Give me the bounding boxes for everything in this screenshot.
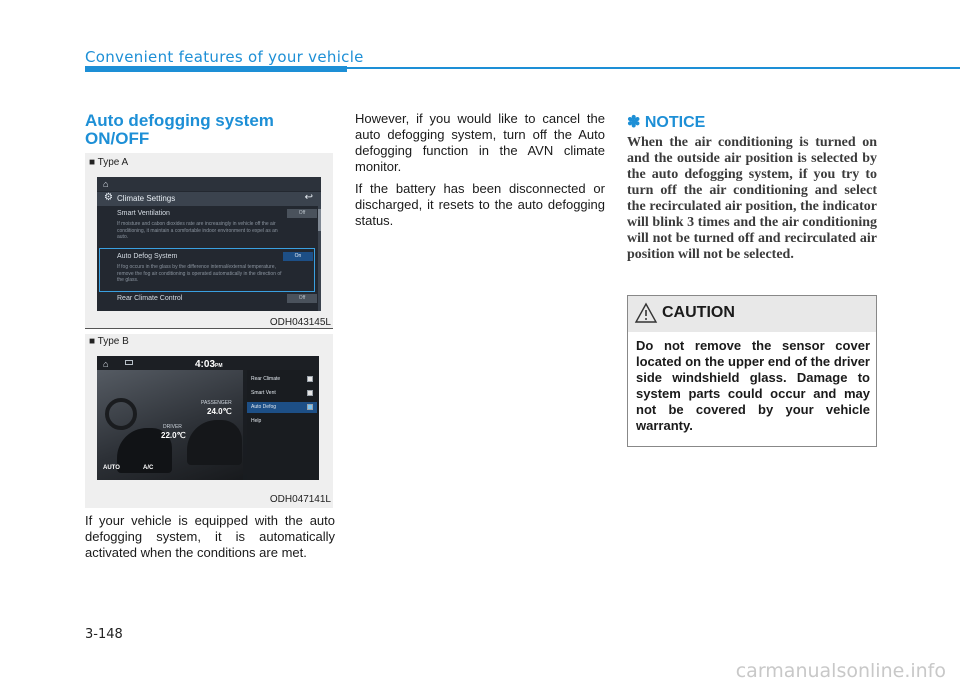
menu-item-smart-vent[interactable] [247,388,317,399]
caution-text: Do not remove the sensor cover located on the upper end of the driver side windshield glass. Damage to system parts could occur and may not be covered by your vehicle warranty. [636,338,870,433]
menu-item-label: Auto Defog [251,404,277,410]
ac-button[interactable]: A/C [143,465,154,471]
auto-button[interactable]: AUTO [103,465,120,471]
climate-menu [243,370,319,480]
figure-type-a [85,153,333,329]
passenger-label: PASSENGER [201,400,232,406]
menu-item-label: Help [251,418,262,424]
checkbox[interactable] [307,376,313,382]
toggle-auto-defog[interactable]: On [283,252,313,261]
row-description: If moisture and cabon dioxides rate are increasingly in vehicle off the air conditioning, it maintain a comfortable indoor environment to expel as an auto. [117,221,278,240]
menu-item-auto-defog[interactable] [247,402,317,413]
column-two [355,111,605,235]
notice-text: When the air conditioning is turned on and the outside air position is selected by the auto defogging system, if you try to turn off the air conditioning and select the recirculated air position, the indicator will blink 3 times and the air conditioning will not be turned off and recirculated air position will not be selected. [627,135,877,262]
scrollbar-thumb[interactable] [318,209,321,231]
body-text: If your vehicle is equipped with the auto defogging system, it is automatically activated when the conditions are met. [85,513,335,560]
steering-wheel [105,398,137,430]
clock-time: 4:03 [195,359,216,370]
gear-icon: ⚙ [104,192,113,203]
caution-title: CAUTION [662,304,735,321]
menu-item-help[interactable] [247,416,317,427]
watermark: carmanualsonline.info [735,660,946,682]
keyboard-icon[interactable] [125,360,133,365]
clock [195,359,223,370]
paragraph: However, if you would like to cancel the auto defogging system, turn off the Auto defogging function in the AVN climate monitor. [355,111,605,174]
section-header: Convenient features of your vehicle [85,48,364,66]
row-description: If fog occurs in the glass by the difference internal/external temperature, remove the fog air conditioning is operated automatically in the direction of the glass. [117,264,282,283]
paragraph: If the battery has been disconnected or discharged, it resets to the auto defogging status. [355,181,605,228]
toggle-rear-climate[interactable]: Off [287,294,317,303]
home-icon[interactable]: ⌂ [103,359,109,369]
home-icon[interactable]: ⌂ [103,179,109,189]
menu-item-label: Smart Vent [251,390,276,396]
screen-title: Climate Settings [117,194,176,203]
checkbox[interactable] [307,390,313,396]
climate-settings-screen [97,177,321,311]
notice-title: ✽ NOTICE [627,114,706,131]
figure-code: ODH047141L [269,494,331,505]
figure-divider [85,328,333,329]
row-name: Smart Ventilation [117,210,170,217]
toggle-smart-ventilation[interactable]: Off [287,209,317,218]
passenger-temp: 24.0℃ [207,407,232,416]
menu-item-rear-climate[interactable] [247,374,317,385]
checkbox-checked[interactable] [307,404,313,410]
clock-ampm: PM [215,363,223,369]
passenger-seat [187,420,242,465]
row-name: Auto Defog System [117,253,178,260]
figure-type-b [85,334,333,508]
driver-label: DRIVER [163,424,182,430]
section-title: Auto defogging system ON/OFF [85,111,274,148]
menu-item-label: Rear Climate [251,376,281,382]
row-name: Rear Climate Control [117,295,183,302]
screen-top-bar [97,177,321,191]
back-icon[interactable]: ↩ [304,192,313,203]
caution-box [627,295,877,447]
figure-code: ODH043145L [269,317,331,328]
driver-temp: 22.0℃ [161,431,186,440]
climate-screen [97,356,319,480]
figure-label: ■ Type B [89,336,129,347]
warning-triangle-icon [634,302,658,324]
header-bar [85,66,347,72]
page-number: 3-148 [85,627,123,642]
figure-label: ■ Type A [89,157,129,168]
